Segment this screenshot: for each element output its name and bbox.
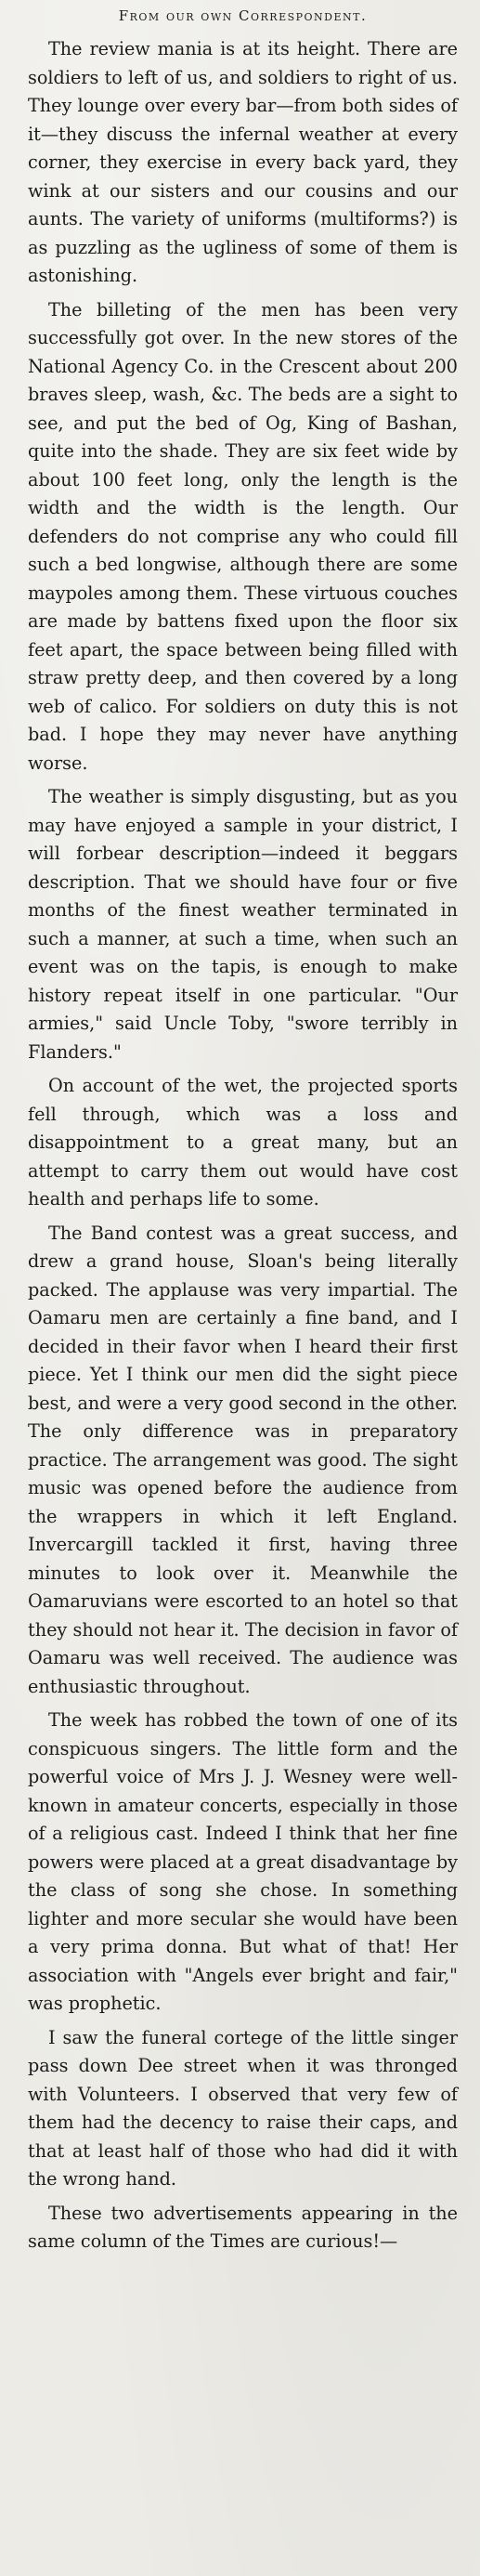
paragraph-weather: The weather is simply disgusting, but as you may have enjoyed a sample in your district, I will forbear description—indeed it beggars description. That we should have four or five months of the finest weather terminated in such a manner, at such a time, when such an event was on the tapis, is enough to make history repeat itself in one particular. "Our armies," said Uncle Toby, "swore terribly in Flanders." (28, 786, 458, 1063)
paragraph-sports: On account of the wet, the projected sports fell through, which was a loss and disappointment to a great many, but an attempt to carry them out would have cost health and perhaps life to some. (28, 1075, 458, 1210)
paragraph-advertisements: These two advertisements appearing in the same column of the Times are curious!— (28, 2202, 458, 2252)
paragraph-review-mania: The review mania is at its height. There are soldiers to left of us, and soldiers to right of us. They lounge over every bar—from both sides of it—they discuss the infernal weather at every corner, they exercise in every back yard, they wink at our sisters and our cousins and our aunts. The variety of uniforms (multiforms?) is as puzzling as the ugliness of some of them is astonishing. (28, 38, 458, 286)
paragraph-billeting: The billeting of the men has been very successfully got over. In the new stores of the National Agency Co. in the Crescent about 200 braves sleep, wash, &c. The beds are a sight to see, and put the bed of Og, King of Bashan, quite into the shade. They are six feet wide by about 100 feet long, only the length is the width and the width is the length. Our defenders do not comprise any who could fill such a bed longwise, although there are some maypoles among them. These virtuous couches are made by battens fixed upon the floor six feet apart, the space between being filled with straw pretty deep, and then covered by a long web of calico. For soldiers on duty this is not bad. I hope they may never have anything worse. (28, 298, 458, 774)
paragraph-funeral: I saw the funeral cortege of the little singer pass down Dee street when it was thronged with Volunteers. I observed that very few of them had the decency to raise their caps, and that at least half of those who had did it with the wrong hand. (28, 2026, 458, 2190)
paragraph-band-contest: The Band contest was a great success, and drew a grand house, Sloan's being literally packed. The applause was very impartial. The Oamaru men are certainly a fine band, and I decided in their favor when I heard their first piece. Yet I think our men did the sight piece best, and were a very good second in the other. The only difference was in preparatory practice. The arrangement was good. The sight music was opened before the audience from the wrappers in which it left England. Invercargill tackled it first, having three minutes to look over it. Meanwhile the Oamaruvians were escorted to an hotel so that they should not hear it. The decision in favor of Oamaru was well received. The audience was enthusiastic throughout. (28, 1222, 458, 1697)
paragraph-singer: The week has robbed the town of one of its conspicuous singers. The little form and the powerful voice of Mrs J. J. Wesney were well-known in amateur concerts, especially in those of a religious cast. Indeed I think that her fine powers were placed at a great disadvantage by the class of song she chose. In something lighter and more secular she would have been a very prima donna. But what of that! Her association with "Angels ever bright and fair," was prophetic. (28, 1709, 458, 2014)
column-heading: From our own Correspondent. (118, 7, 368, 24)
article-body (28, 35, 458, 2256)
